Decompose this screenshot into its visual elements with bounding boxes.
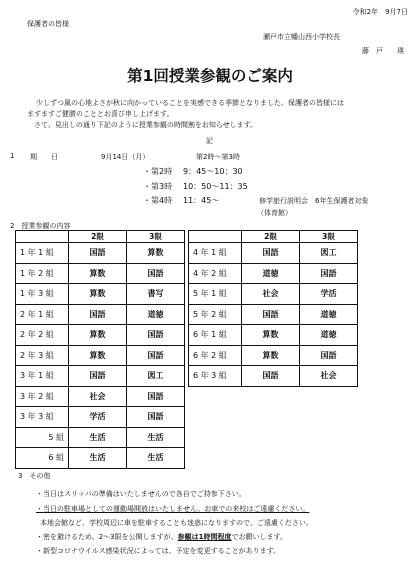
class-cell: 1 年 1 組 [16,243,69,264]
class-cell: 1 年 2 組 [16,263,69,284]
class-cell: 6 年 3 組 [189,366,242,387]
subject-cell: 道徳 [300,325,358,346]
section1-number: 1 [10,152,15,160]
subject-cell: 算数 [242,345,300,366]
table-row [16,284,185,305]
note-covid: ・新型コロナウイルス感染状況によっては、予定を変更することがあります。 [36,547,281,555]
subject-cell: 図工 [300,243,358,264]
subject-cell: 学活 [69,407,127,428]
school-name: 瀬戸市立幡山西小学校長 [263,33,340,41]
period2-time: 9：45～10：30 [183,167,243,176]
recipient: 保護者の皆様 [27,20,69,28]
subject-cell: 国語 [300,345,358,366]
table-row [16,448,185,469]
class-cell: 3 年 1 組 [16,366,69,387]
subject-cell: 社会 [69,386,127,407]
subject-cell: 算数 [69,263,127,284]
subject-cell: 国語 [300,263,358,284]
subject-cell: 国語 [242,243,300,264]
period4-time: 11：45～ [183,196,220,205]
intro-line-2: ますますご健勝のこととお喜び申し上げます。 [27,110,174,118]
table-row [189,304,358,325]
period4-note: 修学旅行説明会 6年生保護者対象 [259,197,369,205]
period4-name: ・第4時 [143,196,173,205]
schedule-table-left [15,230,185,469]
intro-line-1: 少しずつ風の心地よさが秋に向かっていることを実感できる季節となりました。保護者の皆様には [36,99,344,107]
header-cell: 3限 [127,231,185,243]
table-row [16,304,185,325]
class-cell: 5 組 [16,427,69,448]
table-header-row [189,231,358,243]
period2-name: ・第2時 [143,167,173,176]
subject-cell: 道徳 [242,263,300,284]
schedule-table-right [188,230,358,387]
subject-cell: 算数 [69,325,127,346]
table-row [189,263,358,284]
subject-cell: 生活 [127,448,185,469]
subject-cell: 国語 [127,345,185,366]
table-row [16,427,185,448]
class-cell: 2 年 3 組 [16,345,69,366]
subject-cell: 社会 [300,366,358,387]
table-row [189,325,358,346]
subject-cell: 道徳 [127,304,185,325]
subject-cell: 国語 [242,304,300,325]
class-cell: 4 年 1 組 [189,243,242,264]
ki-heading: 記 [206,137,213,145]
table-row [189,243,358,264]
class-cell: 3 年 2 組 [16,386,69,407]
class-cell: 6 組 [16,448,69,469]
subject-cell: 社会 [242,284,300,305]
table-header-row [16,231,185,243]
period3-name: ・第3時 [143,182,173,191]
note-duration [36,532,287,542]
table-row [16,407,185,428]
subject-cell: 学活 [300,284,358,305]
table-row [16,263,185,284]
class-cell: 6 年 1 組 [189,325,242,346]
class-cell: 3 年 3 組 [16,407,69,428]
subject-cell: 生活 [69,427,127,448]
subject-cell: 国語 [69,366,127,387]
section1-label: 期 日 [30,153,58,161]
class-cell: 2 年 1 組 [16,304,69,325]
table-row [189,284,358,305]
period4-venue: （体育館） [257,209,292,217]
page-title: 第1回授業参観のご案内 [127,67,293,85]
table-row [16,345,185,366]
note-slippers: ・当日はスリッパの準備はいたしませんので各自でご持参下さい。 [36,490,246,498]
event-date: 9月14日（月） [101,153,150,161]
table-row [189,345,358,366]
period3-time: 10：50～11：35 [183,182,248,191]
intro-line-3: さて、見出しの通り下記のように授業参観の時間割をお知らせします。 [34,121,258,129]
subject-cell: 生活 [69,448,127,469]
note-duration-highlight: 参観は1時間程度 [177,533,232,541]
note-parking: ・当日の駐車場としての運動場開放はいたしません。お車での来校はご遠慮ください。 [36,505,310,513]
subject-cell: 算数 [127,243,185,264]
header-cell: 3限 [300,231,358,243]
header-cell: 2限 [69,231,127,243]
class-cell: 2 年 2 組 [16,325,69,346]
class-cell: 1 年 3 組 [16,284,69,305]
subject-cell: 算数 [69,345,127,366]
subject-cell: 国語 [127,263,185,284]
note-parking-2: 本地会館など、学校周辺に車を駐車することも迷惑になりますので、ご遠慮ください。 [40,519,313,527]
table-row [189,366,358,387]
subject-cell: 国語 [242,366,300,387]
periods-range: 第2時～第3時 [196,153,240,161]
subject-cell: 道徳 [300,304,358,325]
class-cell: 5 年 2 組 [189,304,242,325]
subject-cell: 図工 [127,366,185,387]
subject-cell: 算数 [242,325,300,346]
header-cell [189,231,242,243]
subject-cell: 国語 [69,243,127,264]
subject-cell: 国語 [127,407,185,428]
subject-cell: 生活 [127,427,185,448]
class-cell: 5 年 1 組 [189,284,242,305]
class-cell: 6 年 2 組 [189,345,242,366]
document-date: 令和2年 9月7日 [352,8,408,16]
table-row [16,243,185,264]
note-duration-pre: ・密を避けるため、2～3限を公開しますが、 [36,533,178,541]
section3-label: 3 その他 [18,472,51,480]
note-duration-post: でお願いします。 [231,533,287,541]
section2-label: 2 授業参観の内容 [10,222,71,230]
table-row [16,386,185,407]
table-row [16,366,185,387]
subject-cell: 国語 [127,325,185,346]
principal-name: 藤 戸 瑛 [362,47,404,55]
subject-cell: 算数 [69,284,127,305]
header-cell: 2限 [242,231,300,243]
table-row [16,325,185,346]
header-cell [16,231,69,243]
class-cell: 4 年 2 組 [189,263,242,284]
subject-cell: 国語 [69,304,127,325]
subject-cell: 国語 [127,386,185,407]
subject-cell: 書写 [127,284,185,305]
